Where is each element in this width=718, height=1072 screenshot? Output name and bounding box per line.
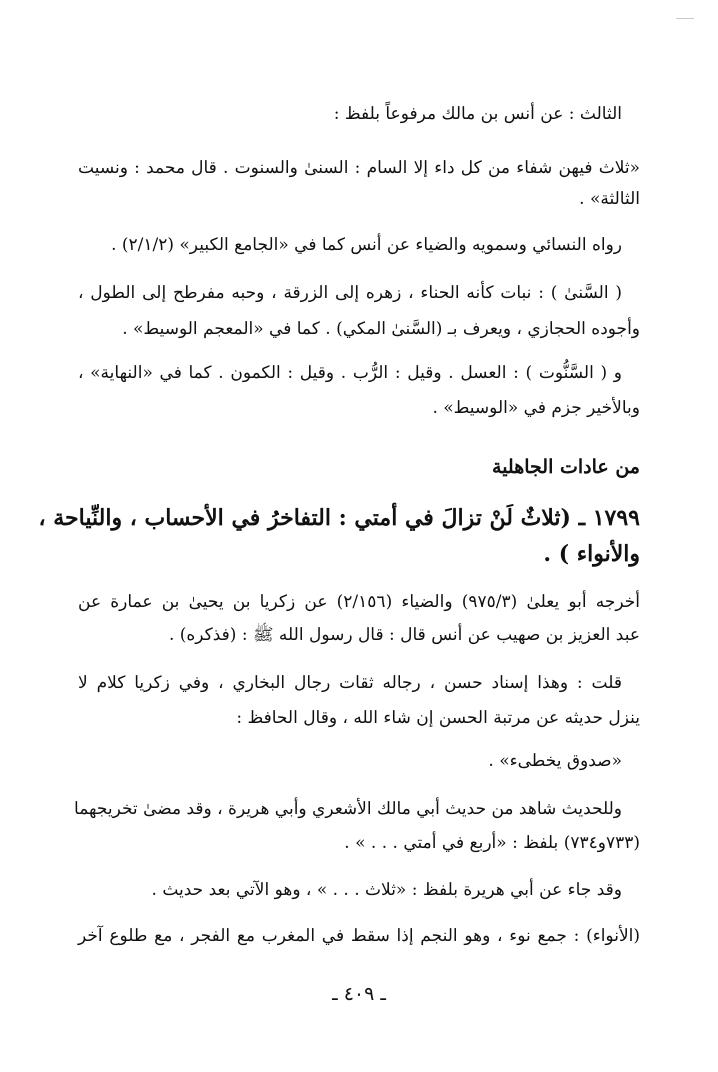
text-line: وأجوده الحجازي ، ويعرف بـ (السَّنىٰ المكي) . كما في «المعجم الوسيط» . — [122, 319, 640, 339]
page-number: ـ ٤٠٩ ـ — [332, 983, 386, 1005]
text-line: وقد جاء عن أبي هريرة بلفظ : «ثلاث . . . » ، وهو الآتي بعد حديث . — [151, 880, 622, 900]
text-line: (الأنواء) : جمع نوء ، وهو النجم إذا سقط في المغرب مع الفجر ، مع طلوع آخر — [78, 926, 640, 946]
hadith-text: والأنواء ) . — [543, 541, 640, 567]
text-line: رواه النسائي وسمويه والضياء عن أنس كما في «الجامع الكبير» (٢/١/٢) . — [111, 235, 622, 255]
text-line: وبالأخير جزم في «الوسيط» . — [432, 398, 640, 418]
corner-mark — [676, 18, 694, 19]
document-page — [38, 0, 641, 1072]
text-line: الثالث : عن أنس بن مالك مرفوعاً بلفظ : — [333, 104, 622, 124]
text-line: عبد العزيز بن صهيب عن أنس قال : قال رسول الله ﷺ : (فذكره) . — [168, 625, 640, 645]
text-line: (٧٣٣و٧٣٤) بلفظ : «أربع في أمتي . . . » . — [344, 833, 640, 853]
text-line: الثالثة» . — [579, 189, 640, 209]
text-line: ينزل حديثه عن مرتبة الحسن إن شاء الله ، وقال الحافظ : — [236, 708, 640, 728]
text-line: ( السَّنىٰ ) : نبات كأنه الحناء ، زهره إلى الزرقة ، وحبه مفرطح إلى الطول ، — [78, 283, 622, 303]
section-heading: من عادات الجاهلية — [492, 456, 640, 478]
text-line: و ( السَّنُّوت ) : العسل . وقيل : الرُّب . وقيل : الكمون . كما في «النهاية» ، — [78, 363, 622, 383]
text-line: «صدوق يخطىء» . — [488, 751, 622, 771]
hadith-text: ١٧٩٩ ـ (ثلاثٌ لَنْ تزالَ في أمتي : التفاخرُ في الأحساب ، والنِّياحة ، — [38, 505, 640, 531]
text-line: وللحديث شاهد من حديث أبي مالك الأشعري وأبي هريرة ، وقد مضىٰ تخريجهما — [74, 799, 622, 819]
text-line: أخرجه أبو يعلىٰ (٩٧٥/٣) والضياء (٢/١٥٦) عن زكريا بن يحيىٰ بن عمارة عن — [78, 592, 641, 612]
text-line: قلت : وهذا إسناد حسن ، رجاله ثقات رجال البخاري ، وفي زكريا كلام لا — [78, 673, 622, 693]
text-line: «ثلاث فيهن شفاء من كل داء إلا السام : السنىٰ والسنوت . قال محمد : ونسيت — [78, 158, 640, 178]
